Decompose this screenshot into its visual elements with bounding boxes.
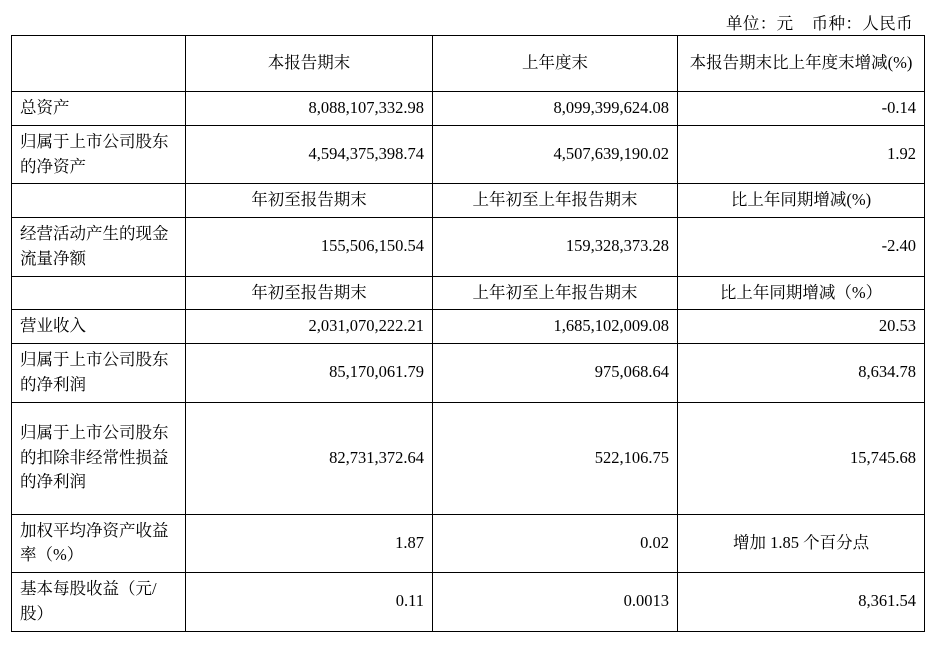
row-current-value: 0.11 — [186, 573, 433, 632]
table-header-cell-2: 上年度末 — [433, 36, 678, 92]
financial-summary-table — [11, 35, 925, 632]
row-previous-value: 4,507,639,190.02 — [433, 125, 678, 184]
section-header-cell-1: 年初至报告期末 — [186, 276, 433, 310]
section-header-cell-0 — [12, 276, 186, 310]
table-row — [12, 92, 925, 126]
section-header-cell-2: 上年初至上年报告期末 — [433, 184, 678, 218]
table-row — [12, 125, 925, 184]
row-change-value: 8,634.78 — [678, 344, 925, 403]
row-previous-value: 522,106.75 — [433, 402, 678, 514]
row-label: 基本每股收益（元/股） — [12, 573, 186, 632]
row-current-value: 155,506,150.54 — [186, 218, 433, 277]
row-previous-value: 8,099,399,624.08 — [433, 92, 678, 126]
row-previous-value: 159,328,373.28 — [433, 218, 678, 277]
table-row — [12, 344, 925, 403]
row-change-value: 1.92 — [678, 125, 925, 184]
row-label: 归属于上市公司股东的扣除非经常性损益的净利润 — [12, 402, 186, 514]
table-row — [12, 573, 925, 632]
table-header-cell-1: 本报告期末 — [186, 36, 433, 92]
row-label: 经营活动产生的现金流量净额 — [12, 218, 186, 277]
table-row — [12, 218, 925, 277]
table-header-cell-0 — [12, 36, 186, 92]
row-change-value: 增加 1.85 个百分点 — [678, 514, 925, 573]
row-change-value: -0.14 — [678, 92, 925, 126]
row-label: 归属于上市公司股东的净利润 — [12, 344, 186, 403]
row-previous-value: 1,685,102,009.08 — [433, 310, 678, 344]
section-header-cell-2: 上年初至上年报告期末 — [433, 276, 678, 310]
row-change-value: 15,745.68 — [678, 402, 925, 514]
row-label: 归属于上市公司股东的净资产 — [12, 125, 186, 184]
section-header-cell-1: 年初至报告期末 — [186, 184, 433, 218]
row-label: 总资产 — [12, 92, 186, 126]
row-current-value: 82,731,372.64 — [186, 402, 433, 514]
row-label: 营业收入 — [12, 310, 186, 344]
section-header-row — [12, 276, 925, 310]
table-row — [12, 402, 925, 514]
row-previous-value: 0.02 — [433, 514, 678, 573]
row-label: 加权平均净资产收益率（%） — [12, 514, 186, 573]
section-header-cell-0 — [12, 184, 186, 218]
table-header-row — [12, 36, 925, 92]
row-current-value: 4,594,375,398.74 — [186, 125, 433, 184]
section-header-cell-3: 比上年同期增减(%) — [678, 184, 925, 218]
row-previous-value: 0.0013 — [433, 573, 678, 632]
row-current-value: 1.87 — [186, 514, 433, 573]
table-row — [12, 514, 925, 573]
table-row — [12, 310, 925, 344]
table-header-cell-3: 本报告期末比上年度末增减(%) — [678, 36, 925, 92]
row-previous-value: 975,068.64 — [433, 344, 678, 403]
row-current-value: 85,170,061.79 — [186, 344, 433, 403]
unit-label: 单位：元 — [725, 14, 794, 33]
section-header-row — [12, 184, 925, 218]
row-current-value: 2,031,070,222.21 — [186, 310, 433, 344]
row-change-value: 20.53 — [678, 310, 925, 344]
section-header-cell-3: 比上年同期增减（%） — [678, 276, 925, 310]
row-change-value: -2.40 — [678, 218, 925, 277]
currency-label: 币种：人民币 — [811, 14, 913, 33]
row-change-value: 8,361.54 — [678, 573, 925, 632]
row-current-value: 8,088,107,332.98 — [186, 92, 433, 126]
unit-note — [726, 10, 913, 34]
